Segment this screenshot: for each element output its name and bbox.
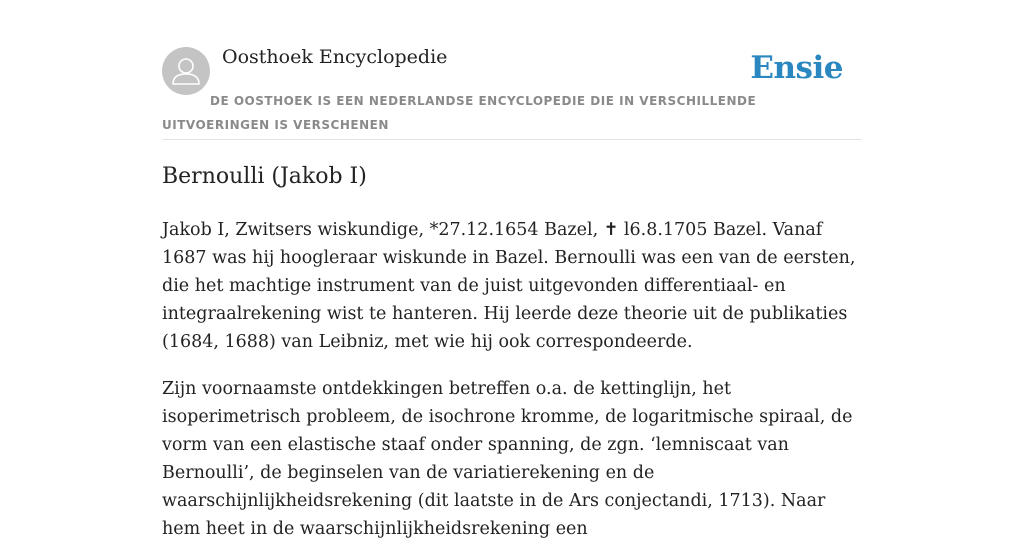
brand-logo[interactable]: Ensie — [750, 50, 843, 86]
site-tagline: DE OOSTHOEK IS EEN NEDERLANDSE ENCYCLOPEDIE DIE IN VERSCHILLENDE UITVOERINGEN IS VERSCHENEN — [162, 94, 757, 132]
site-title[interactable]: Oosthoek Encyclopedie — [222, 46, 448, 68]
article-paragraph: Zijn voornaamste ontdekkingen betreffen o.a. de kettinglijn, het isoperimetrisch probleem, de isochrone kromme, de logaritmische spiraal, de vorm van een elastische staaf onder spanning, de zgn. ‘lemniscaat van Bernoulli’, de beginselen van de variatierekening en de waarschijnlijkheidsrekening (dit laatste in de Ars conjectandi, 1713). Naar hem heet in de waarschijnlijkheidsrekening een — [162, 379, 853, 539]
user-avatar-icon[interactable] — [162, 47, 210, 95]
site-header — [162, 0, 862, 140]
article-title: Bernoulli (Jakob I) — [162, 164, 367, 189]
avatar-silhouette-icon — [162, 47, 210, 95]
article-paragraph: Jakob I, Zwitsers wiskundige, *27.12.1654 Bazel, ✝ l6.8.1705 Bazel. Vanaf 1687 was hij hoogleraar wiskunde in Bazel. Bernoulli was een van de eersten, die het machtige instrument van de juist uitgevonden differentiaal- en integraalrekening wist te hanteren. Hij leerde deze theorie uit de publikaties (1684, 1688) van Leibniz, met wie hij ook correspondeerde. — [162, 220, 856, 352]
page — [162, 0, 862, 539]
